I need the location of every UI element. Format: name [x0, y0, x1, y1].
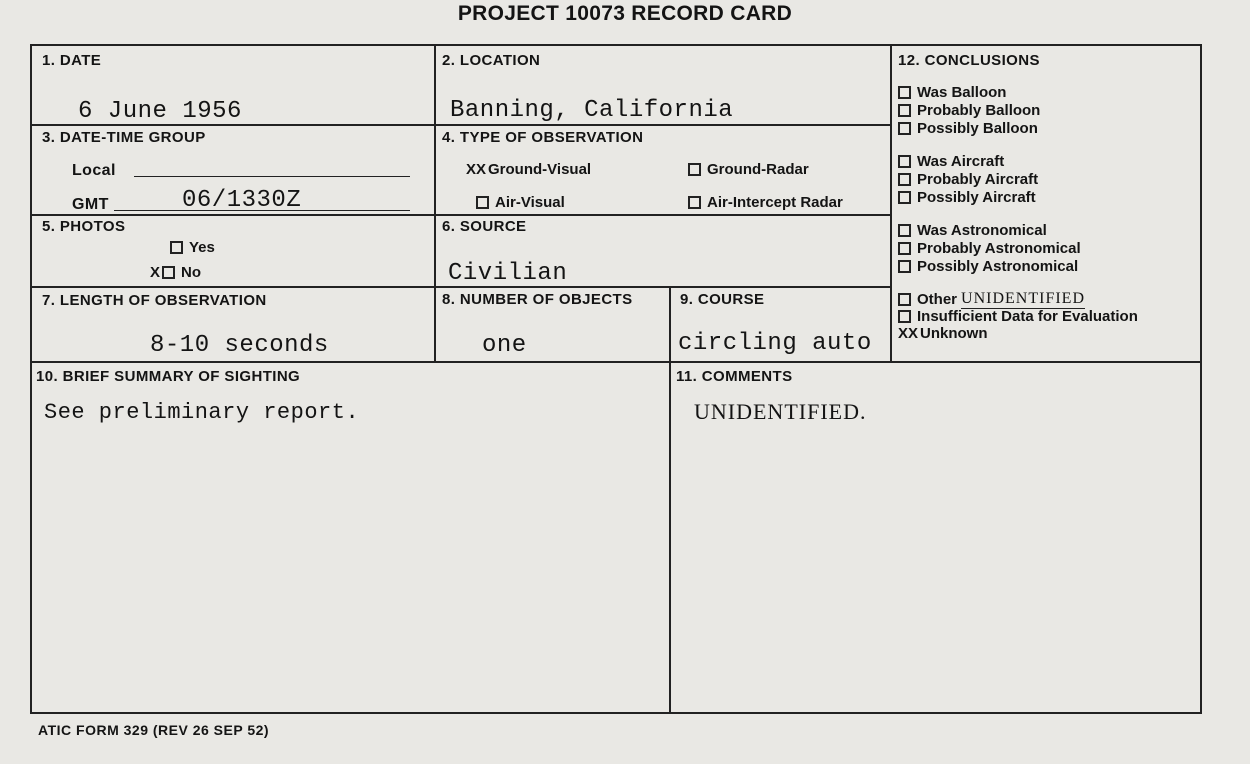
photos-yes-label: Yes [189, 239, 215, 256]
photos-no-option[interactable] [150, 264, 201, 281]
conclusion-unknown-mark: XX [898, 325, 919, 342]
photos-no-checkbox[interactable] [162, 266, 175, 279]
conclusion-label: Possibly Astronomical [917, 258, 1079, 275]
local-label: Local [72, 162, 116, 179]
air-intercept-checkbox[interactable] [688, 196, 701, 209]
conclusion-unknown-label: Unknown [920, 325, 988, 342]
conclusion-label: Was Astronomical [917, 222, 1047, 239]
length-value: 8-10 seconds [150, 332, 329, 359]
conclusion-checkbox[interactable] [898, 173, 911, 186]
photos-yes-option[interactable] [170, 239, 215, 256]
conclusion-label: Possibly Balloon [917, 120, 1038, 137]
ground-visual-label: Ground-Visual [488, 161, 592, 178]
ground-radar-option[interactable] [688, 161, 809, 178]
source-label: 6. SOURCE [442, 218, 527, 235]
date-value: 6 June 1956 [78, 98, 242, 125]
ground-radar-checkbox[interactable] [688, 163, 701, 176]
conclusion-other-checkbox[interactable] [898, 293, 911, 306]
conclusion-insufficient-label: Insufficient Data for Evaluation [917, 308, 1138, 325]
air-intercept-label: Air-Intercept Radar [707, 194, 843, 211]
conclusion-checkbox[interactable] [898, 86, 911, 99]
conclusion-option[interactable] [898, 102, 1040, 119]
conclusion-other-label: Other [917, 291, 958, 308]
conclusion-other-value: UNIDENTIFIED [961, 290, 1085, 307]
air-visual-label: Air-Visual [495, 194, 565, 211]
photos-no-label: No [181, 264, 202, 281]
conclusion-option[interactable] [898, 171, 1038, 188]
conclusion-checkbox[interactable] [898, 260, 911, 273]
conclusion-insufficient-option[interactable] [898, 308, 1138, 325]
conclusion-option[interactable] [898, 189, 1036, 206]
location-value: Banning, California [450, 97, 734, 124]
conclusion-label: Probably Aircraft [917, 171, 1039, 188]
conclusion-label: Possibly Aircraft [917, 189, 1036, 206]
ground-visual-option[interactable] [466, 161, 591, 178]
divider [32, 214, 890, 216]
course-label: 9. COURSE [680, 291, 765, 308]
conclusion-option[interactable] [898, 258, 1078, 275]
comments-label: 11. COMMENTS [676, 368, 793, 385]
conclusion-other-option[interactable] [898, 290, 1085, 309]
conclusion-label: Was Balloon [917, 84, 1007, 101]
card-title: PROJECT 10073 RECORD CARD [457, 2, 793, 25]
date-label: 1. DATE [42, 52, 102, 69]
form-number: ATIC FORM 329 (REV 26 SEP 52) [38, 722, 270, 738]
conclusion-unknown-option[interactable] [898, 325, 988, 342]
photos-yes-checkbox[interactable] [170, 241, 183, 254]
conclusion-option[interactable] [898, 120, 1038, 137]
conclusion-insufficient-checkbox[interactable] [898, 310, 911, 323]
ground-radar-label: Ground-Radar [707, 161, 809, 178]
air-visual-option[interactable] [476, 194, 565, 211]
gmt-label: GMT [72, 196, 109, 213]
source-value: Civilian [448, 260, 568, 287]
gmt-value: 06/1330Z [182, 187, 302, 214]
conclusion-label: Probably Astronomical [917, 240, 1081, 257]
divider [669, 286, 671, 712]
divider [32, 361, 1200, 363]
conclusion-label: Was Aircraft [917, 153, 1005, 170]
air-intercept-option[interactable] [688, 194, 843, 211]
observation-type-label: 4. TYPE OF OBSERVATION [442, 129, 644, 146]
conclusion-label: Probably Balloon [917, 102, 1041, 119]
divider [890, 46, 892, 361]
divider [434, 46, 436, 361]
conclusion-checkbox[interactable] [898, 191, 911, 204]
conclusion-checkbox[interactable] [898, 155, 911, 168]
conclusion-checkbox[interactable] [898, 122, 911, 135]
conclusion-option[interactable] [898, 84, 1006, 101]
dtg-label: 3. DATE-TIME GROUP [42, 129, 206, 146]
air-visual-checkbox[interactable] [476, 196, 489, 209]
conclusion-option[interactable] [898, 153, 1004, 170]
conclusion-checkbox[interactable] [898, 224, 911, 237]
comments-value: UNIDENTIFIED. [694, 399, 867, 424]
num-objects-value: one [482, 332, 527, 359]
conclusions-label: 12. CONCLUSIONS [898, 52, 1040, 69]
conclusion-option[interactable] [898, 240, 1081, 257]
photos-no-mark: X [150, 264, 161, 281]
summary-value: See preliminary report. [44, 400, 360, 425]
num-objects-label: 8. NUMBER OF OBJECTS [442, 291, 633, 308]
record-card [30, 44, 1202, 714]
conclusion-checkbox[interactable] [898, 104, 911, 117]
course-value: circling auto [678, 330, 872, 357]
conclusion-option[interactable] [898, 222, 1047, 239]
photos-label: 5. PHOTOS [42, 218, 126, 235]
ground-visual-mark: XX [466, 161, 487, 178]
local-underline [134, 176, 410, 177]
conclusion-checkbox[interactable] [898, 242, 911, 255]
summary-label: 10. BRIEF SUMMARY OF SIGHTING [36, 368, 301, 385]
location-label: 2. LOCATION [442, 52, 541, 69]
length-label: 7. LENGTH OF OBSERVATION [42, 292, 267, 309]
